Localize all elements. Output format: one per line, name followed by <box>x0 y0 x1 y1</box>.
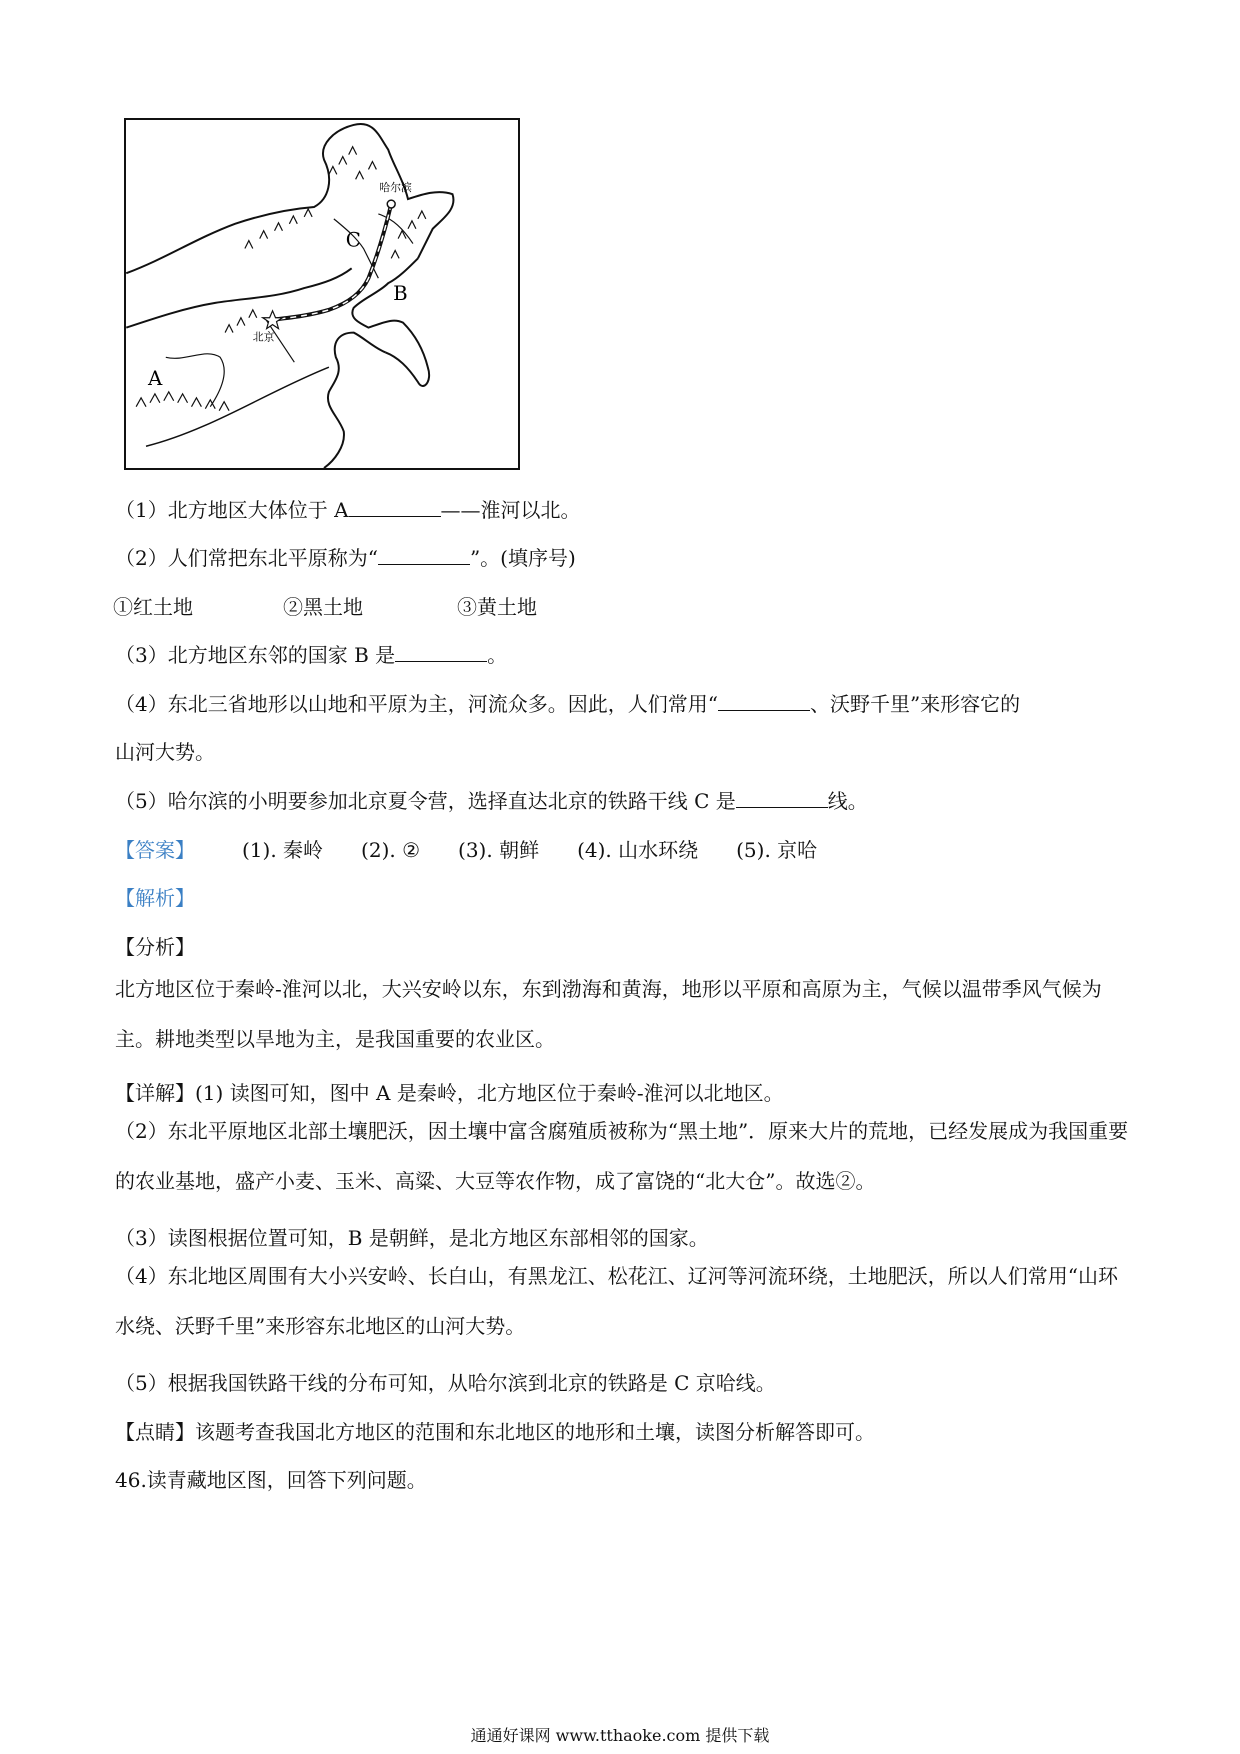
question-2-options <box>113 595 537 619</box>
question-5 <box>115 789 868 813</box>
question-4 <box>115 692 1020 716</box>
answer-blank-5[interactable] <box>736 789 828 808</box>
beijing-star <box>263 311 283 329</box>
question-3-suffix: 。 <box>487 643 508 667</box>
xiangjie-4: （4）东北地区周围有大小兴安岭、长白山，有黑龙江、松花江、辽河等河流环绕，土地肥沃，所以人们常用“山环水绕、沃野千里”来形容东北地区的山河大势。 <box>115 1264 1118 1338</box>
xiangjie-3: （3）读图根据位置可知，B 是朝鲜，是北方地区东部相邻的国家。 <box>115 1226 709 1250</box>
harbin-label: 哈尔滨 <box>379 181 412 195</box>
answer-row <box>115 838 855 862</box>
question-1 <box>115 498 581 522</box>
xiangjie-5: （5）根据我国铁路干线的分布可知，从哈尔滨到北京的铁路是 C 京哈线。 <box>115 1371 776 1395</box>
beijing-label: 北京 <box>252 330 275 344</box>
dianjing-text: 该题考查我国北方地区的范围和东北地区的地形和土壤，读图分析解答即可。 <box>195 1420 875 1444</box>
answer-blank-4[interactable] <box>718 692 810 711</box>
answer-item-4: (4). 山水环绕 <box>577 838 699 862</box>
option-3: ③黄土地 <box>457 595 537 619</box>
northern-region-map <box>124 118 520 470</box>
xiangjie-1-text: (1) 读图可知，图中 A 是秦岭，北方地区位于秦岭-淮河以北地区。 <box>195 1081 784 1105</box>
question-4-prefix: （4）东北三省地形以山地和平原为主，河流众多。因此，人们常用“ <box>115 692 718 716</box>
answer-label: 【答案】 <box>115 838 195 862</box>
answer-blank-3[interactable] <box>395 643 487 662</box>
next-question: 46.读青藏地区图，回答下列问题。 <box>115 1468 427 1492</box>
map-label-a: A <box>148 366 163 390</box>
question-1-suffix: ——淮河以北。 <box>440 498 581 522</box>
option-2: ②黑土地 <box>283 595 363 619</box>
jiexi-label: 【解析】 <box>115 886 195 910</box>
map-drawing <box>126 120 518 468</box>
dianjing <box>115 1420 875 1444</box>
answer-blank-1[interactable] <box>349 498 441 517</box>
question-5-suffix: 线。 <box>827 789 868 813</box>
answer-blank-2[interactable] <box>378 546 470 565</box>
map-label-b: B <box>393 281 408 305</box>
question-4-suffix: 、沃野千里”来形容它的 <box>809 692 1021 716</box>
question-3-prefix: （3）北方地区东邻的国家 B 是 <box>115 643 396 667</box>
answer-item-5: (5). 京哈 <box>736 838 818 862</box>
fenxi-label: 【分析】 <box>115 935 195 959</box>
answer-item-2: (2). ② <box>361 838 421 862</box>
question-1-prefix: （1）北方地区大体位于 A <box>115 498 349 522</box>
question-3 <box>115 643 507 667</box>
question-2-prefix: （2）人们常把东北平原称为“ <box>115 546 378 570</box>
map-label-c: C <box>345 228 361 252</box>
xiangjie-2: （2）东北平原地区北部土壤肥沃，因土壤中富含腐殖质被称为“黑土地”．原来大片的荒地，已经发展成为我国重要的农业基地，盛产小麦、玉米、高粱、大豆等农作物，成了富饶的“北大仓”。故选②。 <box>115 1119 1129 1193</box>
answer-item-3: (3). 朝鲜 <box>458 838 540 862</box>
option-1: ①红土地 <box>113 595 193 619</box>
question-5-prefix: （5）哈尔滨的小明要参加北京夏令营，选择直达北京的铁路干线 C 是 <box>115 789 736 813</box>
xiangjie-label: 【详解】 <box>115 1081 195 1105</box>
harbin-marker <box>387 200 395 208</box>
footer-credit: 通通好课网 www.tthaoke.com 提供下载 <box>470 1726 770 1745</box>
xiangjie-1 <box>115 1081 784 1105</box>
fenxi-text: 北方地区位于秦岭-淮河以北，大兴安岭以东，东到渤海和黄海，地形以平原和高原为主，气候以温带季风气候为主。耕地类型以旱地为主，是我国重要的农业区。 <box>115 977 1102 1051</box>
question-4-line2: 山河大势。 <box>115 740 215 764</box>
dianjing-label: 【点睛】 <box>115 1420 195 1444</box>
question-2-suffix: ”。(填序号) <box>469 546 576 570</box>
answer-item-1: (1). 秦岭 <box>242 838 324 862</box>
question-2 <box>115 546 576 570</box>
